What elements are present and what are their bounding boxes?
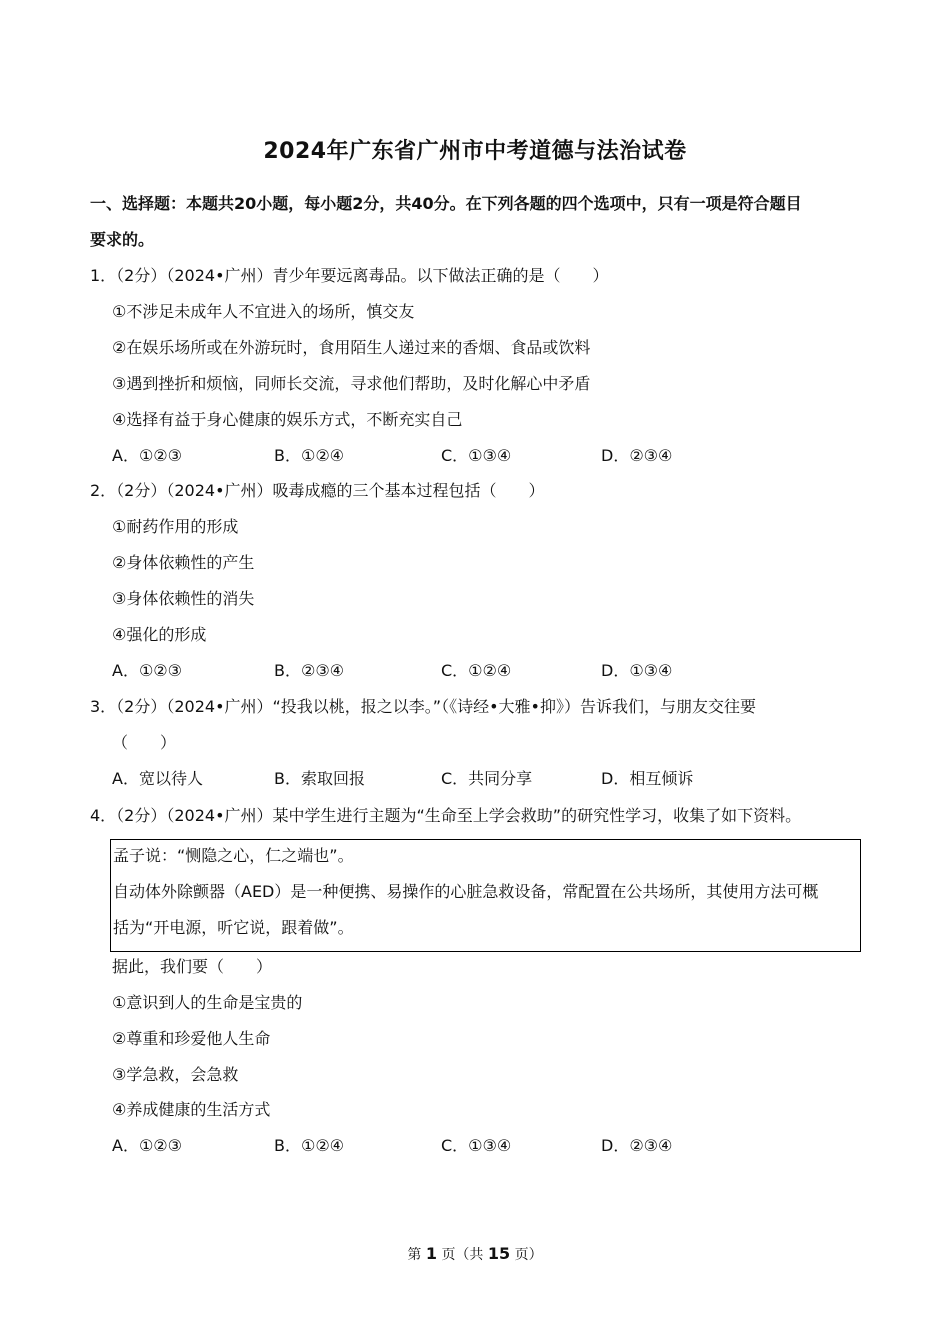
question-2-item-4: ④强化的形成	[112, 625, 207, 644]
question-4-option-c[interactable]: C．①③④	[441, 1136, 512, 1155]
question-1-option-c[interactable]: C．①③④	[441, 446, 512, 465]
footer-prefix: 第	[407, 1247, 422, 1263]
question-1-stem: 1．（2分）（2024•广州）青少年要远离毒品。以下做法正确的是（ ）	[90, 266, 609, 285]
question-1-option-b[interactable]: B．①②④	[274, 446, 345, 465]
question-3-stem-continued: （ ）	[112, 733, 177, 752]
question-4-item-4: ④养成健康的生活方式	[112, 1100, 271, 1119]
question-3-option-c[interactable]: C．共同分享	[441, 769, 533, 788]
question-3-option-a[interactable]: A．宽以待人	[112, 769, 203, 788]
question-4-stem: 4．（2分）（2024•广州）某中学生进行主题为“生命至上学会救助”的研究性学习，收集了如下资料。	[90, 806, 802, 825]
question-1-option-d[interactable]: D．②③④	[601, 446, 673, 465]
question-3-stem: 3．（2分）（2024•广州）“投我以桃，报之以李。”（《诗经•大雅•抑》）告诉我们，与朋友交往要	[90, 697, 756, 716]
exam-title: 2024年广东省广州市中考道德与法治试卷	[263, 139, 687, 164]
material-box-line-1: 孟子说：“恻隐之心，仁之端也”。	[113, 846, 354, 865]
question-2-stem: 2．（2分）（2024•广州）吸毒成瘾的三个基本过程包括（ ）	[90, 481, 545, 500]
question-4-item-2: ②尊重和珍爱他人生命	[112, 1029, 271, 1048]
question-2-item-1: ①耐药作用的形成	[112, 517, 239, 536]
question-1-item-2: ②在娱乐场所或在外游玩时，食用陌生人递过来的香烟、食品或饮料	[112, 338, 591, 357]
question-4-prompt: 据此，我们要（ ）	[112, 957, 273, 976]
question-1-item-4: ④选择有益于身心健康的娱乐方式，不断充实自己	[112, 410, 463, 429]
question-2-option-b[interactable]: B．②③④	[274, 661, 345, 680]
question-2-item-2: ②身体依赖性的产生	[112, 553, 255, 572]
question-2-item-3: ③身体依赖性的消失	[112, 589, 255, 608]
question-2-option-c[interactable]: C．①②④	[441, 661, 512, 680]
question-1-option-a[interactable]: A．①②③	[112, 446, 182, 465]
footer-middle: 页（共	[441, 1247, 484, 1263]
question-1-item-3: ③遇到挫折和烦恼，同师长交流，寻求他们帮助，及时化解心中矛盾	[112, 374, 591, 393]
page-number: 1	[425, 1244, 437, 1263]
question-4-item-3: ③学急救，会急救	[112, 1065, 239, 1084]
question-2-option-d[interactable]: D．①③④	[601, 661, 673, 680]
question-2-option-a[interactable]: A．①②③	[112, 661, 182, 680]
section-heading-line-2: 要求的。	[90, 230, 155, 249]
question-1-item-1: ①不涉足未成年人不宜进入的场所，慎交友	[112, 302, 415, 321]
section-heading-line-1: 一、选择题：本题共20小题，每小题2分，共40分。在下列各题的四个选项中，只有一项是符合题目	[90, 194, 802, 213]
material-box-line-2: 自动体外除颤器（AED）是一种便携、易操作的心脏急救设备，常配置在公共场所，其使用方法可概	[113, 882, 819, 901]
page-footer	[0, 1244, 950, 1264]
question-4-option-b[interactable]: B．①②④	[274, 1136, 345, 1155]
material-box-line-3: 括为“开电源，听它说，跟着做”。	[113, 918, 354, 937]
question-4-option-a[interactable]: A．①②③	[112, 1136, 182, 1155]
total-pages: 15	[487, 1244, 511, 1263]
question-3-option-b[interactable]: B．索取回报	[274, 769, 365, 788]
question-4-option-d[interactable]: D．②③④	[601, 1136, 673, 1155]
footer-suffix: 页）	[514, 1247, 543, 1263]
question-4-item-1: ①意识到人的生命是宝贵的	[112, 993, 303, 1012]
question-3-option-d[interactable]: D．相互倾诉	[601, 769, 694, 788]
